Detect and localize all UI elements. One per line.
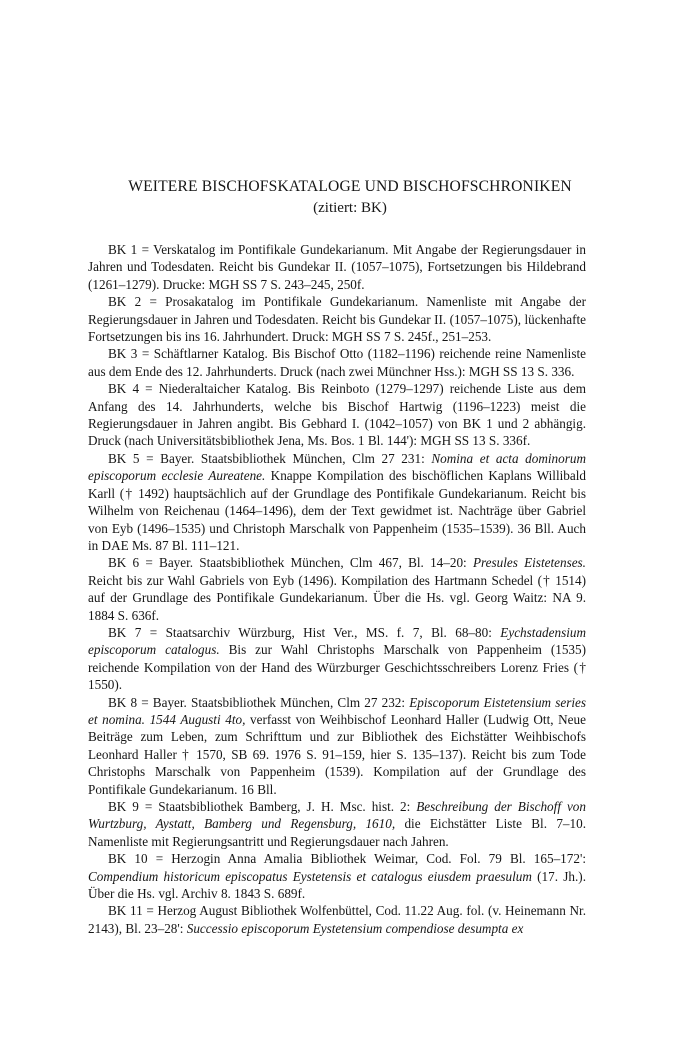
catalog-entry-bk5 bbox=[88, 450, 586, 554]
entry-title-italic: Nomina et acta dominorum episcoporum ecclesie Aureatene. bbox=[88, 450, 586, 484]
catalog-entry-bk11 bbox=[88, 902, 586, 937]
entry-text: Knappe Kompilation des bischöflichen Kaplans Willibald Karll († 1492) hauptsächlich auf der Grundlage des Pontifikale Gundekarianum. Reicht bis Wilhelm von Reichenau (1464–1496), dem der Text gewidmet ist. Nachträge über Gabriel von Eyb (1496–1535) und Christoph Marschalk von Pappenheim (1535–1539). 36 Bll. Auch in DAE Ms. 87 Bl. 111–121. bbox=[88, 468, 586, 553]
catalog-entry-bk7 bbox=[88, 624, 586, 694]
entry-text: BK 10 = Herzogin Anna Amalia Bibliothek Weimar, Cod. Fol. 79 Bl. 165–172': bbox=[108, 851, 586, 867]
entry-title-italic: Successio episcoporum Eystetensium compendiose desumpta ex bbox=[186, 920, 524, 936]
catalog-entry-bk1: BK 1 = Verskatalog im Pontifikale Gundekarianum. Mit Angabe der Regierungsdauer in Jahren und Todesdaten. Reicht bis Gundekar II. (1057–1075), Fortsetzungen bis Hildebrand (1261–1279). Drucke: MGH SS 7 S. 243–245, 250f. bbox=[88, 242, 586, 292]
catalog-entry-bk8 bbox=[88, 694, 586, 798]
entry-title-italic: Presules Eistetenses. bbox=[472, 555, 586, 571]
catalog-entry-bk4: BK 4 = Niederaltaicher Katalog. Bis Reinboto (1279–1297) reichende Liste aus dem Anfang des 14. Jahrhunderts, welche bis Bischof Hartwig (1196–1223) meist die Regierungsdauer in Jahren angibt. Bis Gebhard I. (1042–1057) von BK 1 und 2 abhängig. Druck (nach Universitätsbibliothek Jena, Ms. Bos. 1 Bl. 144'): MGH SS 13 S. 336f. bbox=[88, 381, 586, 449]
entry-text: BK 5 = Bayer. Staatsbibliothek München, Clm 27 231: bbox=[108, 450, 432, 466]
entry-text: (17. Jh.). Über die Hs. vgl. Archiv 8. 1843 S. 689f. bbox=[88, 868, 586, 902]
catalog-entry-bk10 bbox=[88, 850, 586, 902]
entry-text: Bis zur Wahl Christophs Marschalk von Pappenheim (1535) reichende Kompilation von der Hand des Würzburger Geschichtsschreibers Lorenz Fries († 1550). bbox=[88, 642, 586, 693]
catalog-entry-bk3: BK 3 = Schäftlarner Katalog. Bis Bischof Otto (1182–1196) reichende reine Namenliste aus dem Ende des 12. Jahrhunderts. Druck (nach zwei Münchner Hss.): MGH SS 13 S. 336. bbox=[88, 346, 586, 379]
page-subtitle: (zitiert: BK) bbox=[313, 200, 387, 216]
catalog-list bbox=[88, 241, 586, 937]
catalog-entry-bk9 bbox=[88, 798, 586, 850]
entry-text: Reicht bis zur Wahl Gabriels von Eyb (1496). Kompilation des Hartmann Schedel († 1514) auf der Grundlage des Pontifikale Gundekarianum. Über die Hs. vgl. Georg Waitz: NA 9. 1884 S. 636f. bbox=[88, 572, 586, 623]
entry-title-italic: Beschreibung der Bischoff von Wurtzburg, Aystatt, Bamberg und Regensburg, 1610, bbox=[88, 799, 586, 832]
catalog-entry-bk6 bbox=[88, 554, 586, 624]
catalog-entry-bk2: BK 2 = Prosakatalog im Pontifikale Gundekarianum. Namenliste mit Angabe der Regierungsdauer in Jahren und Todesdaten. Reicht bis Gundekar II. (1057–1075), lückenhafte Fortsetzungen bis ins 16. Jahrhundert. Druck: MGH SS 7 S. 245f., 251–253. bbox=[88, 294, 586, 345]
entry-text: BK 8 = Bayer. Staatsbibliothek München, Clm 27 232: bbox=[108, 694, 410, 710]
entry-text: BK 6 = Bayer. Staatsbibliothek München, Clm 467, Bl. 14–20: bbox=[108, 555, 473, 571]
entry-title-italic: Compendium historicum episcopatus Eystetensis et catalogus eiusdem praesulum bbox=[88, 868, 532, 884]
page-title: WEITERE BISCHOFSKATALOGE UND BISCHOFSCHRONIKEN bbox=[128, 178, 572, 195]
entry-title-italic: Eychstadensium episcoporum catalogus. bbox=[88, 624, 586, 658]
entry-text: BK 11 = Herzog August Bibliothek Wolfenbüttel, Cod. 11.22 Aug. fol. (v. Heinemann Nr. 2143), Bl. 23–28': bbox=[88, 903, 586, 936]
entry-text: verfasst von Weihbischof Leonhard Haller (Ludwig Ott, Neue Beiträge zum Leben, zum Schrifttum und zur Bibliothek des Eichstätter Weihbischofs Leonhard Haller † 1570, SB 69. 1976 S. 91–159, hier S. 135–137). Reicht bis zum Tode Christophs Marschalk von Pappenheim (1539). Kompilation auf der Grundlage des Pontifikale Gundekarianum. 16 Bll. bbox=[88, 711, 586, 797]
entry-text: BK 9 = Staatsbibliothek Bamberg, J. H. Msc. hist. 2: bbox=[108, 799, 417, 814]
entry-title-italic: Episcoporum Eistetensium series et nomina. 1544 Augusti 4to, bbox=[88, 694, 586, 727]
entry-text: die Eichstätter Liste Bl. 7–10. Namenliste mit Regierungsantritt und Regierungsdauer nach Jahren. bbox=[88, 816, 586, 849]
entry-text: BK 7 = Staatsarchiv Würzburg, Hist Ver., MS. f. 7, Bl. 68–80: bbox=[108, 624, 501, 640]
